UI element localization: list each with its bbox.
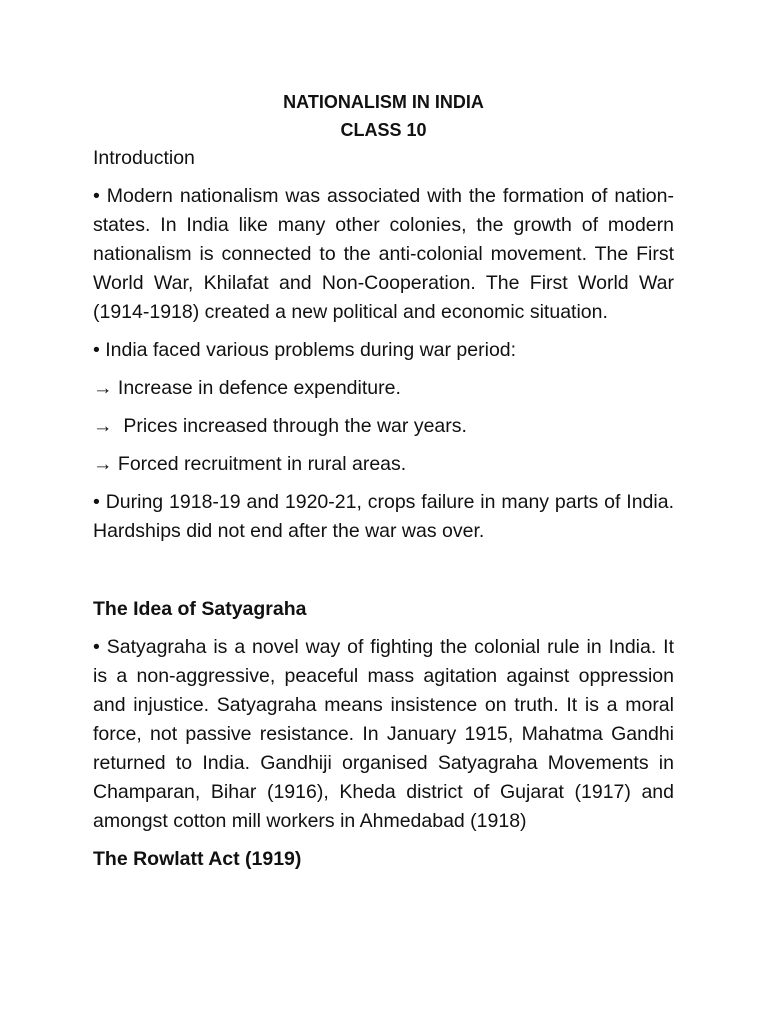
section-label-introduction: Introduction	[93, 147, 195, 169]
document-title: NATIONALISM IN INDIA	[283, 92, 484, 112]
satyagraha-paragraph: • Satyagraha is a novel way of fighting the colonial rule in India. It is a non-aggressive, peaceful mass agitation against oppression and injustice. Satyagraha means insistence on truth. It is a moral force, not passive resistance. In January 1915, Mahatma Gandhi returned to India. Gandhiji organised Satyagraha Movements in Champaran, Bihar (1916), Kheda district of Gujarat (1917) and amongst cotton mill workers in Ahmedabad (1918)	[93, 636, 674, 832]
intro-paragraph-1: • Modern nationalism was associated with the formation of nation-states. In India like many other colonies, the growth of modern nationalism is connected to the anti-colonial movement. The First World War, Khilafat and Non-Cooperation. The First World War (1914-1918) created a new political and economic situation.	[93, 185, 674, 323]
section-spacer	[93, 555, 674, 595]
arrow-item: → Forced recruitment in rural areas.	[93, 453, 407, 475]
arrow-item: → Prices increased through the war years.	[93, 415, 467, 437]
document-subtitle: CLASS 10	[340, 120, 427, 140]
section-heading-rowlatt: The Rowlatt Act (1919)	[93, 848, 302, 870]
document-page	[93, 88, 674, 883]
intro-paragraph-3: • During 1918-19 and 1920-21, crops failure in many parts of India. Hardships did not end after the war was over.	[93, 491, 674, 542]
section-heading-satyagraha: The Idea of Satyagraha	[93, 598, 307, 620]
arrow-item: → Increase in defence expenditure.	[93, 377, 401, 399]
intro-paragraph-2: • India faced various problems during war period:	[93, 339, 517, 361]
